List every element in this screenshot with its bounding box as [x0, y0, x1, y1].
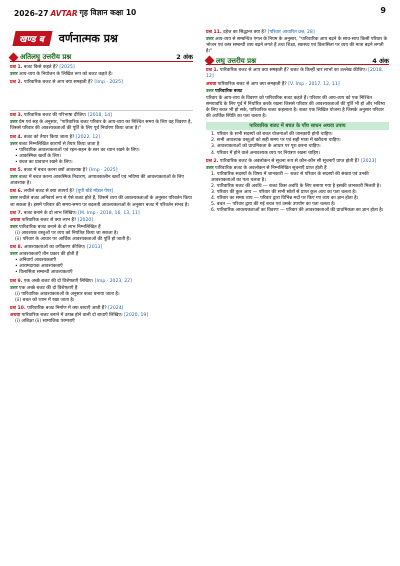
answer-label: उत्तर [10, 252, 18, 258]
question-number: प्रश्न 3. [10, 113, 23, 119]
list-item: • आरामदायक आवश्यकताएँ [15, 264, 63, 270]
body-text: बजट में बचत करना आकस्मिक निवारण, आपातकालीन खर्चों एवं भविष्य की आवश्यकताओं के लिए आवश्यक है। [10, 175, 184, 187]
year-tag: [परिवार आधारित प्रश्न, 28] [267, 30, 315, 35]
page-header [14, 6, 386, 20]
question [206, 68, 389, 80]
body-text: एक अच्छे बजट की दो विशेषताएँ हैं [19, 285, 78, 291]
section-box: खण्ड ब [12, 31, 52, 46]
question [10, 245, 193, 251]
year-tag: [2023] [360, 158, 377, 164]
page-number: 9 [380, 6, 386, 15]
answer [10, 218, 193, 224]
body-text: दहेज का सिद्धान्त क्या है? [223, 30, 267, 35]
body-text: पारिवारिक बजट निर्माण में क्या बाधाएँ आती हैं? [27, 305, 107, 311]
question [10, 189, 193, 195]
year-tag: [M. Imp · 2018, 16, 13, 11] [78, 210, 140, 216]
year-tag: [2020, 19] [124, 313, 149, 318]
list-item: 2. पारिवारिक बजट की अवधि — बजट किस अवधि के लिए बनाया गया है इसकी जानकारी मिलती है। [211, 183, 381, 189]
list-item: 1. परिवार के सभी सदस्यों को बचत योजनाओं की जानकारी होनी चाहिए। [211, 132, 333, 138]
answer-label: अथवा [10, 217, 21, 223]
question-number: प्रश्न 4. [10, 134, 23, 140]
year-tag: [2024] [108, 305, 124, 311]
very-short-heading: अतिलघु उत्तरीय प्रश्न [20, 53, 72, 62]
body-text: पारिवारिक बजट के अवलोकन से निम्नलिखित सूचनाएँ प्राप्त होती हैं [215, 165, 327, 171]
answer [206, 37, 389, 55]
body-text: एक अच्छे बजट की दो विशेषताएँ लिखिए। [23, 278, 94, 284]
list-item: • बचत का प्रावधान रखने के लिए। [15, 159, 73, 165]
box-heading: पारिवारिक बजट में बचत के पाँच साधन अथवा उपाय [206, 122, 389, 130]
right-column [206, 28, 389, 214]
question [206, 30, 389, 36]
list-item: (i) आवश्यक वस्तुओं पर व्यय को नियंत्रित किया जा सकता है। [15, 230, 119, 236]
answer-label: अथवा [206, 81, 217, 87]
list-item: 4. परिवार में होने वाले अनावश्यक व्यय पर नियंत्रण रखना चाहिए। [211, 150, 321, 156]
year-tag: [Imp · 2025] [89, 168, 118, 174]
answer-label: उत्तर [10, 285, 18, 291]
short-band [206, 57, 389, 65]
body-text: पारिवारिक बजट से क्या लाभ हैं? [21, 217, 77, 223]
answer-label: उत्तर [10, 141, 18, 147]
question-number: प्रश्न 11. [206, 30, 222, 35]
question [10, 279, 193, 285]
body-text: लचीले बजट अनिवार्य रूप से ऐसे बजट होते हैं, जिसमें व्यय की आवश्यकताओं के अनुसार परिवर्तन किया जा सकता है। इसमें परिवार की समय-समय पर बदलती आवश्यकताओं के अनुसार बजट में परिवर्तन संभव है। [10, 196, 192, 208]
question-number: प्रश्न 9. [10, 278, 23, 284]
list-item: 3. आवश्यकताओं को प्राथमिकता के आधार पर पूरा करना चाहिए। [211, 144, 321, 150]
body-text: आय-व्यय से सम्बन्धित एंगल के नियम के अनुसार, "पारिवारिक आय बढ़ने के साथ-साथ किसी परिवार के भोजन एवं वस्त्र सम्बन्धी व्यय बढ़ने लगते हैं तथा शिक्षा, स्वास्थ्य एवं विलासिता पर व्यय की मात्रा बढ़ने लगती है।" [206, 37, 388, 55]
question [10, 168, 193, 174]
question [10, 211, 193, 217]
body-text: आवश्यकताएँ तीन प्रकार की होती हैं [19, 252, 79, 258]
list-item: (i) पारिवारिक आवश्यकताओं के अनुसार बजट बनाया जाता है। [15, 291, 120, 297]
answer-label: अथवा [10, 313, 21, 318]
question-number: प्रश्न 2. [206, 158, 219, 164]
year-tag: [2013] [87, 245, 103, 251]
answer [10, 120, 193, 132]
list-item: 5. बचत — परिवार द्वारा की गई बचत एवं उसके उपयोग का पता चलता है। [211, 202, 336, 208]
answer [206, 89, 389, 95]
question [10, 65, 193, 71]
answer-label: उत्तर [10, 72, 18, 78]
list-item: • विलासिता सम्बन्धी आवश्यकताएँ [15, 270, 73, 276]
list-item: 2. सभी आवश्यक वस्तुओं को सही समय पर एवं सही मात्रा में खरीदना चाहिए। [211, 138, 341, 144]
body-text: पारिवारिक बजट [215, 88, 243, 94]
section-heading [14, 30, 194, 47]
list-item: 4. परिवार का समग्र व्यय — परिवार द्वारा विभिन्न मदों पर किए गए व्यय का ज्ञान होता है। [211, 196, 359, 202]
list-item: • पारिवारिक आवश्यकताओं एवं रहन-सहन के स्तर का ध्यान रखने के लिए। [15, 147, 140, 153]
class-label: कक्षा 10 [110, 8, 137, 17]
list-item: • आकस्मिक खर्चों के लिए। [15, 153, 62, 159]
year-tag: [2020] [77, 217, 94, 223]
question [10, 80, 193, 86]
body-text: प्रेम एवं सह के अनुसार, "पारिवारिक बजट परिवार के आय-व्यय का निश्चित समय के लिए वह विवरण है, जिससे परिवार की आवश्यकताओं की पूर्ति के लिए पूर्व निर्धारण किया जाता है।" [10, 120, 192, 132]
body-text: पारिवारिक बजट बनाने के दो लाभ निम्नलिखित हैं [19, 224, 101, 230]
left-column [10, 52, 193, 325]
question-number: प्रश्न 1. [206, 68, 219, 74]
body-text: आवश्यकताओं का वर्गीकरण कीजिए। [23, 245, 86, 251]
list-item: • अनिवार्य आवश्यकताएँ [15, 258, 57, 264]
answer [10, 196, 193, 208]
body-text: बजट में बचत करना क्यों आवश्यक है? [23, 168, 88, 174]
year-tag: [2018, 12] [206, 68, 384, 80]
answer [10, 175, 193, 187]
body-text: पारिवारिक बजट से आप क्या समझती हैं? [23, 80, 93, 86]
question-number: प्रश्न 6. [10, 189, 23, 195]
question-number: प्रश्न 10. [10, 305, 26, 311]
body-text: बजट निम्नलिखित कारणों से तैयार किया जाता है [19, 141, 100, 147]
body-text: लचीले बजट से क्या तात्पर्य है? [23, 189, 75, 195]
body-text: पारिवारिक बजट से आप क्या समझती हैं? बजट के किन्हीं चार लाभों का उल्लेख कीजिए। [219, 68, 367, 74]
body-text: परिवार के आय-व्यय के विवरण को पारिवारिक बजट कहते हैं। परिवार की आय-व्यय को एक निश्चित समयावधि के लिए पूर्व में निर्धारित करके रखना जिससे परिवार की आवश्यकताओं की पूर्ति भी हो और भविष्य के लिए बचत भी हो सके, पारिवारिक बजट कहलाता है। बजट एक लिखित योजना है जिसके अनुसार परिवार की आर्थिक स्थिति का पता चलता है। [206, 95, 385, 120]
year-tag: [V. Imp · 2017, 12, 11] [288, 81, 340, 87]
subject: गृह विज्ञान [79, 8, 108, 17]
body-text: बजट को तैयार किया जाता है? [23, 134, 75, 140]
body-text: पारिवारिक बजट से आप क्या समझती हैं? [217, 81, 287, 87]
question-number: प्रश्न 5. [10, 168, 23, 174]
year-tag: [2022, 12] [75, 134, 100, 140]
answer-label: उत्तर [206, 165, 214, 171]
question-number: प्रश्न 1. [10, 65, 23, 70]
year: 2026-27 [14, 8, 49, 18]
list-item: (ii) परिवार के आधार पर आर्थिक आवश्यकताओं की पूर्ति हो जाती है। [15, 236, 131, 242]
list-item: (i) अशिक्षा (ii) सामाजिक परम्पराएँ [15, 319, 75, 325]
question [10, 135, 193, 141]
answer [206, 96, 389, 120]
marks-label: 2 अंक [176, 53, 193, 62]
list-item: 1. पारिवारिक सदस्यों के विषय में जानकारी — बजट से परिवार के सदस्यों की संख्या एवं उनकी आवश्यकताओं का पता चलता है। [211, 171, 369, 183]
answer-blank [10, 88, 193, 111]
body-text: पारिवारिक बजट बनाने में उत्पन्न होने वाली दो बाधाएँ लिखिए। [21, 313, 123, 318]
body-text: पारिवारिक बजट की परिभाषा दीजिए। [23, 113, 87, 119]
body-text: बजट बनाने के दो लाभ लिखिए। [23, 210, 77, 216]
marks-label: 4 अंक [372, 56, 389, 65]
question [10, 113, 193, 119]
list-item: 6. पारिवारिक आवश्यकताओं का विवरण — परिवार की आवश्यकताओं की प्राथमिकता का ज्ञान होता है। [211, 208, 384, 214]
question [10, 306, 193, 312]
answer-label: उत्तर [10, 175, 18, 181]
answer-label: उत्तर [10, 224, 18, 230]
answer-label: उत्तर [206, 37, 214, 43]
question-number: प्रश्न 2. [10, 80, 23, 86]
list-item: 3. परिवार की कुल आय — परिवार की सभी स्रोतों से प्राप्त कुल आय का पता चलता है। [211, 190, 357, 196]
very-short-band [10, 54, 193, 62]
question-number: प्रश्न 8. [10, 245, 23, 251]
list-item: (ii) बचत को ध्यान में रखा जाता है। [15, 297, 75, 303]
question-number: प्रश्न 7. [10, 210, 23, 216]
year-tag: [Imp · 2023, 22] [94, 278, 132, 284]
answer [10, 72, 193, 78]
year-tag: [यूपी बोर्ड मॉडल पेपर] [75, 189, 114, 195]
year-tag: [Imp · 2025] [94, 80, 123, 86]
brand-logo: AVTAR [50, 8, 78, 18]
diamond-icon [9, 53, 19, 63]
answer-label: उत्तर [10, 196, 18, 202]
answer-label: उत्तर [10, 120, 18, 126]
question [206, 159, 389, 165]
body-text: आय-व्यय के नियोजन के लिखित रूप को बजट कहते हैं। [19, 72, 113, 78]
body-text: बजट किसे कहते हैं? [23, 65, 58, 70]
answer [206, 82, 389, 88]
short-heading: लघु उत्तरीय प्रश्न [216, 56, 257, 65]
body-text: पारिवारिक बजट के अवलोकन से सूचना रूप से कौन-कौन सी सूचनाएँ प्राप्त होती हैं? [219, 158, 360, 164]
year-tag: [2025] [59, 65, 75, 70]
diamond-icon [205, 56, 215, 66]
answer-label: उत्तर [206, 88, 214, 94]
section-title: वर्णनात्मक प्रश्न [58, 32, 118, 45]
year-tag: [2018, 14] [87, 113, 112, 119]
